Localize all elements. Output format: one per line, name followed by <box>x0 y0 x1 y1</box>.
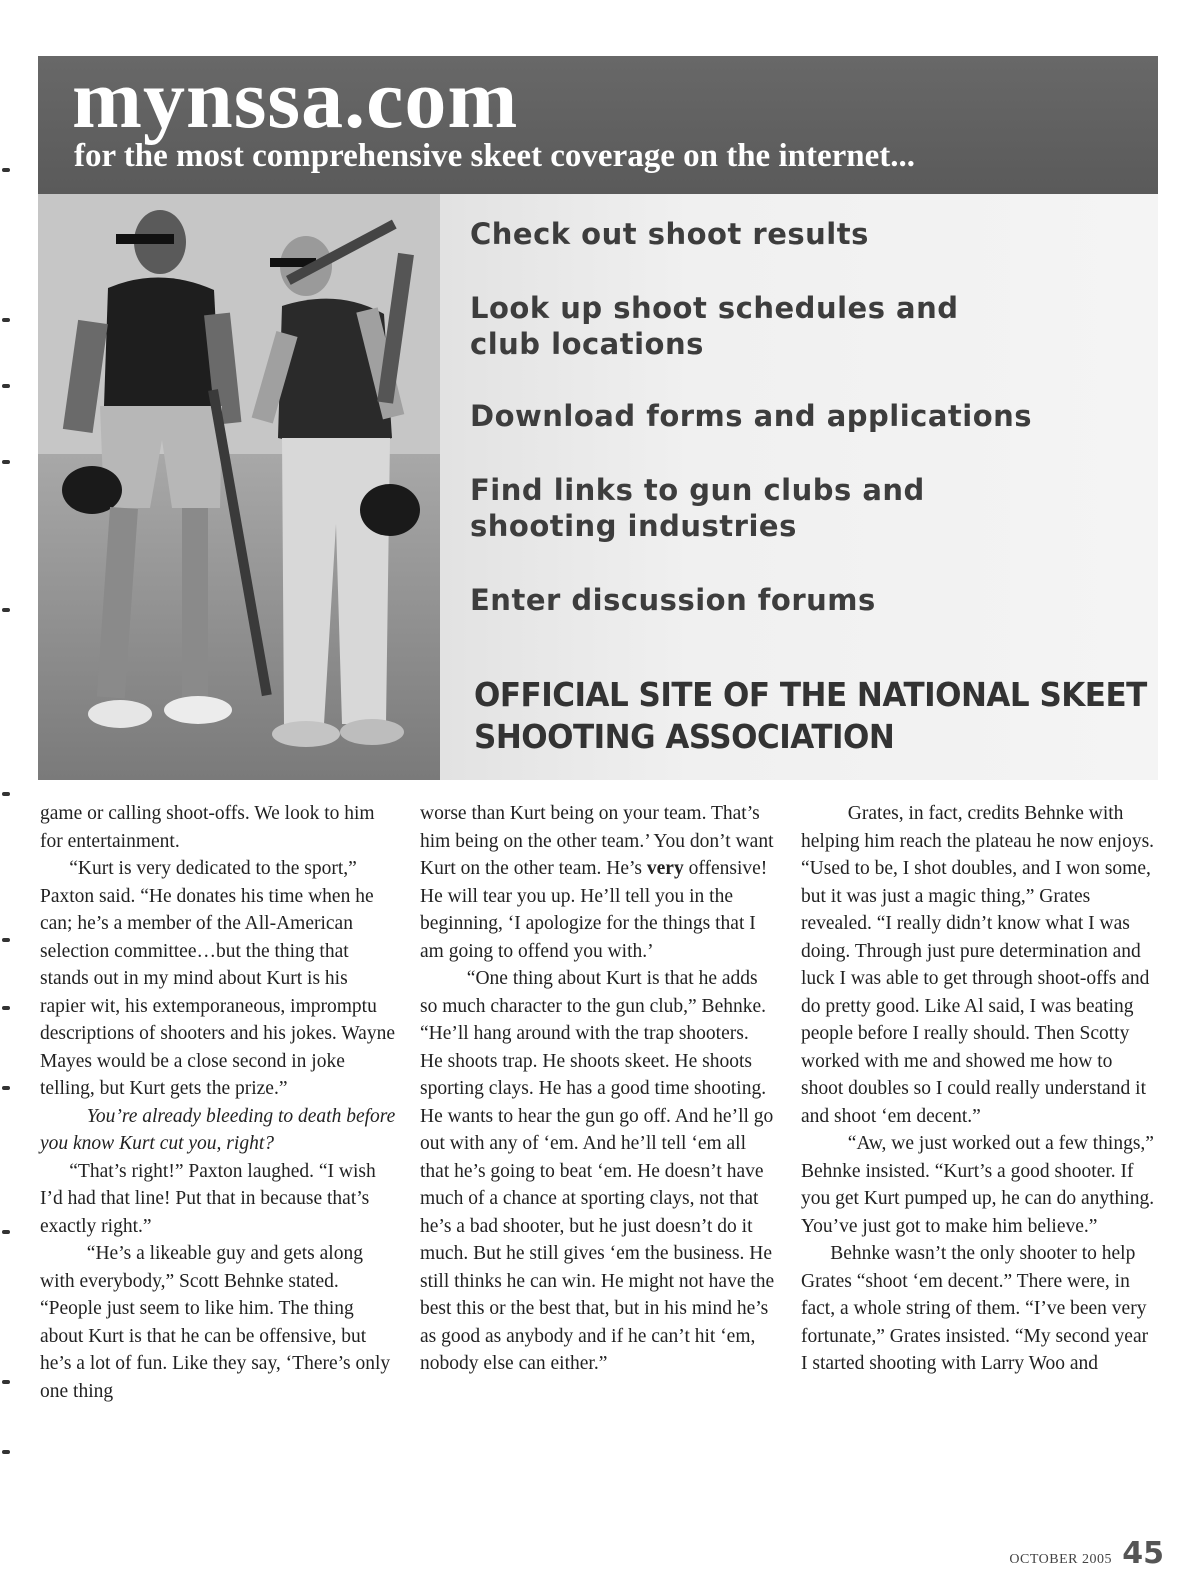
paragraph-text: worse than Kurt being on your team. That’s him being on the other team.’ You don’t want Kurt on the other team. He’s <box>420 803 774 879</box>
article-paragraph: “He’s a likeable guy and gets along with everybody,” Scott Behnke stated. “People just seem to like him. The thing about Kurt is that he can be offensive, but he’s a lot of fun. Like they say, ‘There’s only one thing <box>40 1243 391 1402</box>
article-paragraph: “That’s right!” Paxton laughed. “I wish I’d had that line! Put that in because that’s exactly right.” <box>40 1160 376 1237</box>
article-paragraph: Behnke wasn’t the only shooter to help Grates “shoot ‘em decent.” There were, in fact, a whole string of them. “I’ve been very fortunate,” Grates insisted. “My second year I started shooting with Larry Woo and <box>801 1243 1149 1374</box>
article-paragraph: Grates, in fact, credits Behnke with helping him reach the plateau he now enjoys. “Used to be, I shot doubles, and I won some, but it was just a magic thing,” Grates revealed. “I really didn’t know what I was doing. Through just pure determination and luck I was able to get through shoot-offs and do pretty good. Like Al said, I was beating people before I really should. Then Scotty worked with me and showed me how to shoot doubles so I could really understand it and shoot ‘em decent.” <box>801 803 1155 1127</box>
article-paragraph <box>420 800 776 965</box>
feature-shoot-results: Check out shoot results <box>470 217 869 251</box>
article-column-2 <box>420 800 776 1378</box>
article-column-1 <box>40 800 396 1405</box>
ad-header <box>38 56 1158 194</box>
emphasis-text: very <box>646 858 684 879</box>
feature-shoot-schedules: Look up shoot schedules and club locations <box>470 291 959 361</box>
shooters-photo-illustration <box>38 194 440 780</box>
ad-official-site-statement: OFFICIAL SITE OF THE NATIONAL SKEET SHOOTING ASSOCIATION <box>474 676 1147 757</box>
nssa-advertisement <box>38 56 1158 780</box>
ad-feature-panel <box>440 194 1158 780</box>
shooters-photo <box>38 194 440 780</box>
article-paragraph: “One thing about Kurt is that he adds so much character to the gun club,” Behnke. “He’ll hang around with the trap shooters. He shoots trap. He shoots skeet. He shoots sporting clays. He has a good time shooting. He wants to hear the gun go off. And he’ll go out with any of ‘em. And he’ll tell ‘em all that he’s going to beat ‘em. He doesn’t have much of a chance at sporting clays, not that he’s a bad shooter, but he just doesn’t do it much. But he still gives ‘em the business. He still thinks he can win. He might not have the best this or the best that, but in his mind he’s as good as anybody and if he can’t hit ‘em, nobody else can either.” <box>420 968 775 1374</box>
article-paragraph: game or calling shoot-offs. We look to him for entertainment. <box>40 803 375 852</box>
article-paragraph: “Aw, we just worked out a few things,” Behnke insisted. “Kurt’s a good shooter. If you get Kurt pumped up, he can do anything. You’ve just got to make him believe.” <box>801 1133 1155 1237</box>
feature-gun-club-links: Find links to gun clubs and shooting industries <box>470 473 925 543</box>
ad-title: mynssa.com <box>72 56 519 146</box>
page-number: 45 <box>1122 1536 1164 1571</box>
paragraph-text: offensive! He will tear you up. He’ll tell you in the beginning, ‘I apologize for the things that I am going to offend you with.’ <box>420 858 768 962</box>
issue-date: OCTOBER 2005 <box>1009 1552 1112 1567</box>
article-paragraph: “Kurt is very dedicated to the sport,” Paxton said. “He donates his time when he can; he’s a member of the All-American selection committee…but the thing that stands out in my mind about Kurt is his rapier wit, his extemporaneous, impromptu descriptions of shooters and his jokes. Wayne Mayes would be a close second in joke telling, but Kurt gets the prize.” <box>40 858 395 1099</box>
feature-download-forms: Download forms and applications <box>470 399 1033 433</box>
article-column-3 <box>801 800 1157 1378</box>
ad-tagline: for the most comprehensive skeet coverage on the internet... <box>74 138 916 174</box>
feature-discussion-forums: Enter discussion forums <box>470 583 876 617</box>
article-interviewer-question: You’re already bleeding to death before you know Kurt cut you, right? <box>40 1105 396 1154</box>
